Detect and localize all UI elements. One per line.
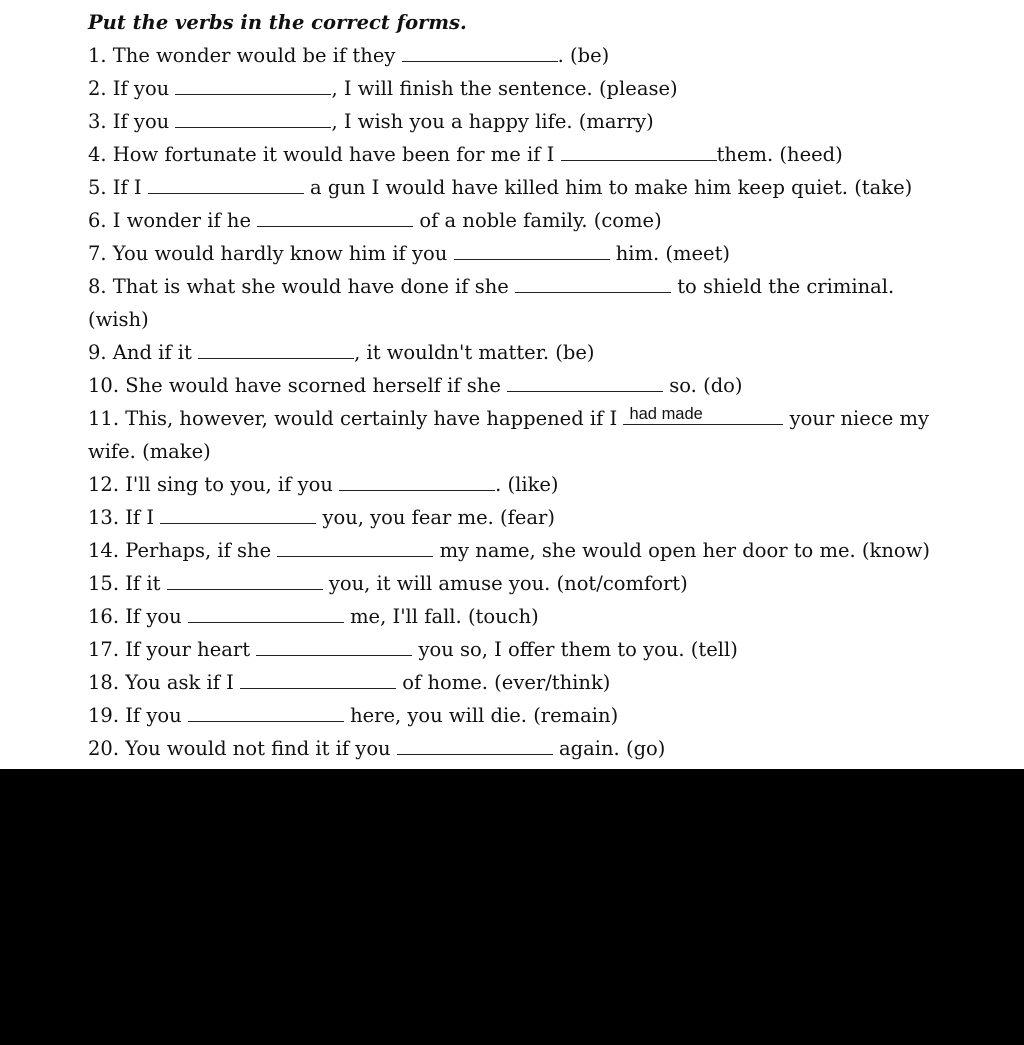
exercise-item-3 — [88, 105, 988, 138]
item-text-after: you, you fear me. (fear) — [322, 506, 555, 529]
answer-text: had made — [629, 405, 703, 423]
item-text-after: of a noble family. (come) — [419, 209, 662, 232]
item-text-before: 12. I'll sing to you, if you — [88, 473, 333, 496]
item-text-before: 15. If it — [88, 572, 161, 595]
black-background-area — [0, 769, 1024, 1045]
exercise-item-2 — [88, 72, 988, 105]
item-text-before: 9. And if it — [88, 341, 192, 364]
answer-blank[interactable] — [507, 369, 663, 392]
answer-blank[interactable] — [339, 468, 495, 491]
exercise-item-20 — [88, 732, 988, 765]
exercise-item-8-continuation — [88, 303, 988, 336]
answer-blank[interactable] — [402, 39, 558, 62]
item-text-after: my name, she would open her door to me. (know) — [439, 539, 930, 562]
exercise-item-8 — [88, 270, 988, 303]
item-text-after: a gun I would have killed him to make him keep quiet. (take) — [310, 176, 913, 199]
item-text-after-line2: (wish) — [88, 308, 149, 331]
item-text-before: 17. If your heart — [88, 638, 251, 661]
item-text-before: 20. You would not find it if you — [88, 737, 391, 760]
answer-blank[interactable] — [397, 732, 553, 755]
item-text-after-line2: wife. (make) — [88, 440, 211, 463]
item-text-before: 19. If you — [88, 704, 182, 727]
exercise-item-16 — [88, 600, 988, 633]
exercise-item-12 — [88, 468, 988, 501]
worksheet-content — [88, 6, 988, 765]
item-text-before: 2. If you — [88, 77, 170, 100]
item-text-before: 7. You would hardly know him if you — [88, 242, 448, 265]
answer-blank[interactable] — [148, 171, 304, 194]
answer-blank[interactable] — [454, 237, 610, 260]
exercise-item-10 — [88, 369, 988, 402]
answer-blank[interactable] — [175, 105, 331, 128]
answer-blank[interactable] — [175, 72, 331, 95]
item-text-before: 4. How fortunate it would have been for me if I — [88, 143, 555, 166]
item-text-after: you so, I offer them to you. (tell) — [418, 638, 738, 661]
answer-blank[interactable] — [198, 336, 354, 359]
item-text-after: . (be) — [557, 44, 610, 67]
item-text-after: so. (do) — [669, 374, 743, 397]
item-text-after: them. (heed) — [716, 143, 843, 166]
item-text-before: 18. You ask if I — [88, 671, 234, 694]
answer-blank[interactable] — [188, 600, 344, 623]
answer-blank[interactable] — [256, 633, 412, 656]
exercise-item-1 — [88, 39, 988, 72]
exercise-item-14 — [88, 534, 988, 567]
exercise-item-11-continuation — [88, 435, 988, 468]
answer-blank[interactable] — [515, 270, 671, 293]
exercise-item-9 — [88, 336, 988, 369]
item-text-after: again. (go) — [559, 737, 666, 760]
item-text-before: 10. She would have scorned herself if she — [88, 374, 501, 397]
answer-blank[interactable] — [240, 666, 396, 689]
exercise-item-17 — [88, 633, 988, 666]
answer-blank[interactable] — [561, 138, 717, 161]
item-text-before: 1. The wonder would be if they — [88, 44, 396, 67]
item-text-after: , it wouldn't matter. (be) — [354, 341, 595, 364]
item-text-after: . (like) — [495, 473, 559, 496]
item-text-after: of home. (ever/think) — [402, 671, 611, 694]
exercise-item-18 — [88, 666, 988, 699]
exercise-item-13 — [88, 501, 988, 534]
item-text-after: your niece my — [789, 407, 929, 430]
answer-blank[interactable] — [277, 534, 433, 557]
exercise-item-19 — [88, 699, 988, 732]
worksheet-title: Put the verbs in the correct forms. — [88, 11, 467, 34]
item-text-after: , I wish you a happy life. (marry) — [331, 110, 654, 133]
answer-blank[interactable] — [160, 501, 316, 524]
item-text-after: , I will finish the sentence. (please) — [331, 77, 678, 100]
answer-blank-filled[interactable] — [623, 402, 783, 425]
item-text-after: to shield the criminal. — [677, 275, 895, 298]
exercise-item-15 — [88, 567, 988, 600]
item-text-before: 5. If I — [88, 176, 142, 199]
exercise-item-11 — [88, 402, 988, 435]
item-text-before: 16. If you — [88, 605, 182, 628]
item-text-after: me, I'll fall. (touch) — [350, 605, 539, 628]
answer-blank[interactable] — [167, 567, 323, 590]
answer-blank[interactable] — [257, 204, 413, 227]
item-text-after: him. (meet) — [615, 242, 731, 265]
item-text-before: 11. This, however, would certainly have happened if I — [88, 407, 618, 430]
exercise-item-5 — [88, 171, 988, 204]
item-text-after: you, it will amuse you. (not/comfort) — [328, 572, 688, 595]
item-text-before: 13. If I — [88, 506, 155, 529]
item-text-before: 6. I wonder if he — [88, 209, 251, 232]
exercise-item-6 — [88, 204, 988, 237]
item-text-before: 14. Perhaps, if she — [88, 539, 272, 562]
exercise-item-7 — [88, 237, 988, 270]
item-text-before: 3. If you — [88, 110, 170, 133]
exercise-item-4 — [88, 138, 988, 171]
item-text-after: here, you will die. (remain) — [350, 704, 619, 727]
item-text-before: 8. That is what she would have done if she — [88, 275, 509, 298]
answer-blank[interactable] — [188, 699, 344, 722]
